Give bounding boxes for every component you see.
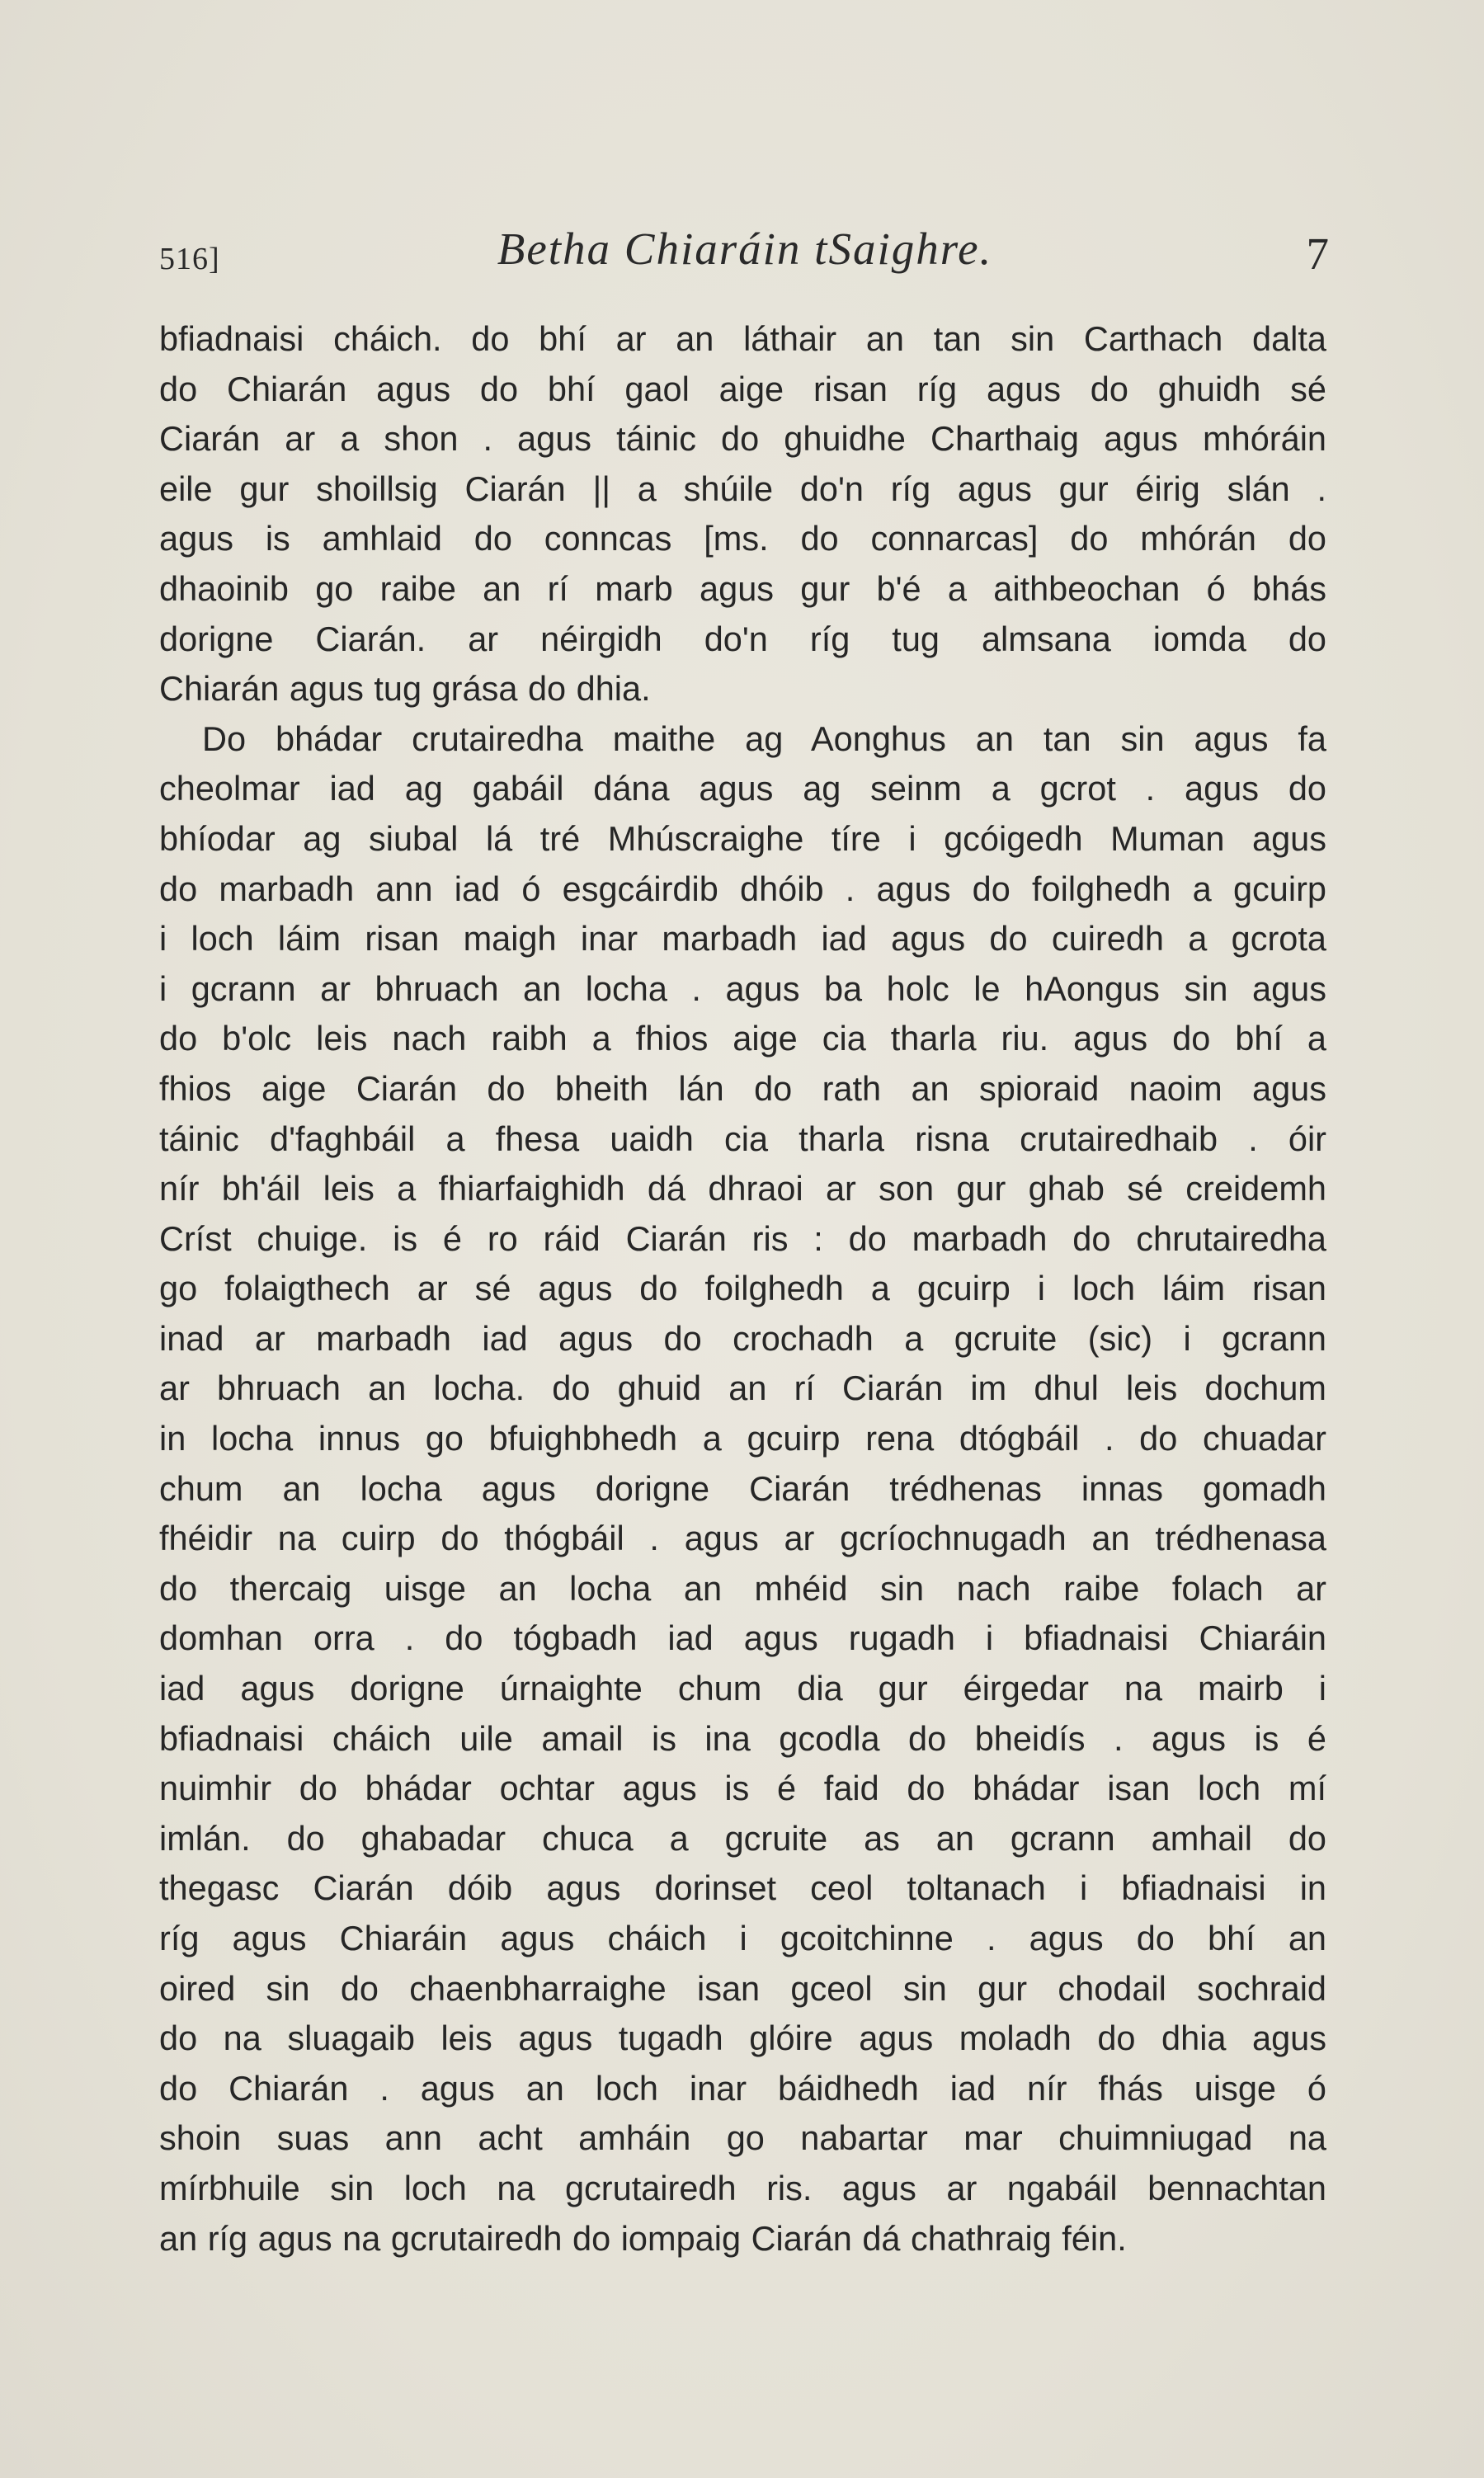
text-line: nír bh'áil leis a fhiarfaighidh dá dhraoi ar son gur ghab sé creidemh [159,1169,1326,1208]
text-line: nuimhir do bhádar ochtar agus is é faid do bhádar isan loch mí [159,1769,1326,1808]
text-line: i loch láim risan maigh inar marbadh iad agus do cuiredh a gcrota [159,919,1326,959]
text-line: ríg agus Chiaráin agus cháich i gcoitchinne . agus do bhí an [159,1919,1326,1957]
text-line: bfiadnaisi cháich. do bhí ar an láthair an tan sin Carthach dalta [159,319,1326,358]
text-line: mírbhuile sin loch na gcrutairedh ris. agus ar ngabáil bennachtan [159,2168,1326,2207]
text-line: shoin suas ann acht amháin go nabartar mar chuimniugad na [159,2118,1326,2158]
running-title: Betha Chiaráin tSaighre. [497,224,993,274]
text-line: Chiarán agus tug grása do dhia. [159,669,651,709]
paragraph-1 [159,314,1326,714]
page-number: 7 [1306,228,1329,279]
text-line: bfiadnaisi cháich uile amail is ina gcodla do bheidís . agus is é [159,1718,1326,1758]
text-line: dhaoinib go raibe an rí marb agus gur b'é a aithbeochan ó bhás [159,568,1326,608]
text-line: iad agus dorigne úrnaighte chum dia gur éirgedar na mairb i [159,1669,1326,1708]
paragraph-2 [159,714,1326,2264]
text-line: do Chiarán . agus an loch inar báidhedh iad nír fhás uisge ó [159,2068,1326,2108]
text-line: domhan orra . do tógbadh iad agus rugadh i bfiadnaisi Chiaráin [159,1618,1326,1658]
text-line: do thercaig uisge an locha an mhéid sin nach raibe folach ar [159,1568,1326,1608]
text-line: bhíodar ag siubal lá tré Mhúscraighe tíre i gcóigedh Muman agus [159,818,1326,858]
text-line: inad ar marbadh iad agus do crochadh a gcruite (sic) i gcrann [159,1318,1326,1358]
text-line: cheolmar iad ag gabáil dána agus ag seinm a gcrot . agus do [159,769,1326,808]
text-line: fhéidir na cuirp do thógbáil . agus ar gcríochnugadh an trédhenasa [159,1519,1326,1558]
text-line: Do bhádar crutairedha maithe ag Aonghus an tan sin agus fa [202,718,1326,758]
text-line: eile gur shoillsig Ciarán || a shúile do'n ríg agus gur éirig slán . [159,469,1326,508]
text-line: agus is amhlaid do conncas [ms. do connarcas] do mhórán do [159,519,1326,558]
text-line: an ríg agus na gcrutairedh do iompaig Ciarán dá chathraig féin. [159,2218,1127,2258]
text-line: dorigne Ciarán. ar néirgidh do'n ríg tug almsana iomda do [159,619,1326,658]
text-line: do marbadh ann iad ó esgcáirdib dhóib . agus do foilghedh a gcuirp [159,869,1326,908]
text-line: thegasc Ciarán dóib agus dorinset ceol toltanach i bfiadnaisi in [159,1868,1326,1908]
text-line: go folaigthech ar sé agus do foilghedh a gcuirp i loch láim risan [159,1269,1326,1308]
text-line: táinic d'faghbáil a fhesa uaidh cia tharla risna crutairedhaib . óir [159,1119,1326,1158]
text-line: do na sluagaib leis agus tugadh glóire agus moladh do dhia agus [159,2019,1326,2058]
text-line: oired sin do chaenbharraighe isan gceol sin gur chodail sochraid [159,1968,1326,2008]
text-line: imlán. do ghabadar chuca a gcruite as an gcrann amhail do [159,1818,1326,1858]
text-line: Ciarán ar a shon . agus táinic do ghuidhe Charthaig agus mhóráin [159,419,1326,459]
text-line: do b'olc leis nach raibh a fhios aige cia tharla riu. agus do bhí a [159,1019,1326,1058]
page-header [159,223,1331,289]
body-text [159,314,1326,2264]
text-line: fhios aige Ciarán do bheith lán do rath an spioraid naoim agus [159,1068,1326,1108]
text-line: chum an locha agus dorigne Ciarán trédhenas innas gomadh [159,1468,1326,1508]
text-line: i gcrann ar bhruach an locha . agus ba holc le hAongus sin agus [159,968,1326,1008]
text-line: in locha innus go bfuighbhedh a gcuirp rena dtógbáil . do chuadar [159,1419,1326,1458]
folio-reference: 516] [159,242,220,276]
text-line: ar bhruach an locha. do ghuid an rí Ciarán im dhul leis dochum [159,1369,1326,1408]
text-line: Críst chuige. is é ro ráid Ciarán ris : do marbadh do chrutairedha [159,1218,1326,1258]
text-line: do Chiarán agus do bhí gaol aige risan ríg agus do ghuidh sé [159,369,1326,408]
